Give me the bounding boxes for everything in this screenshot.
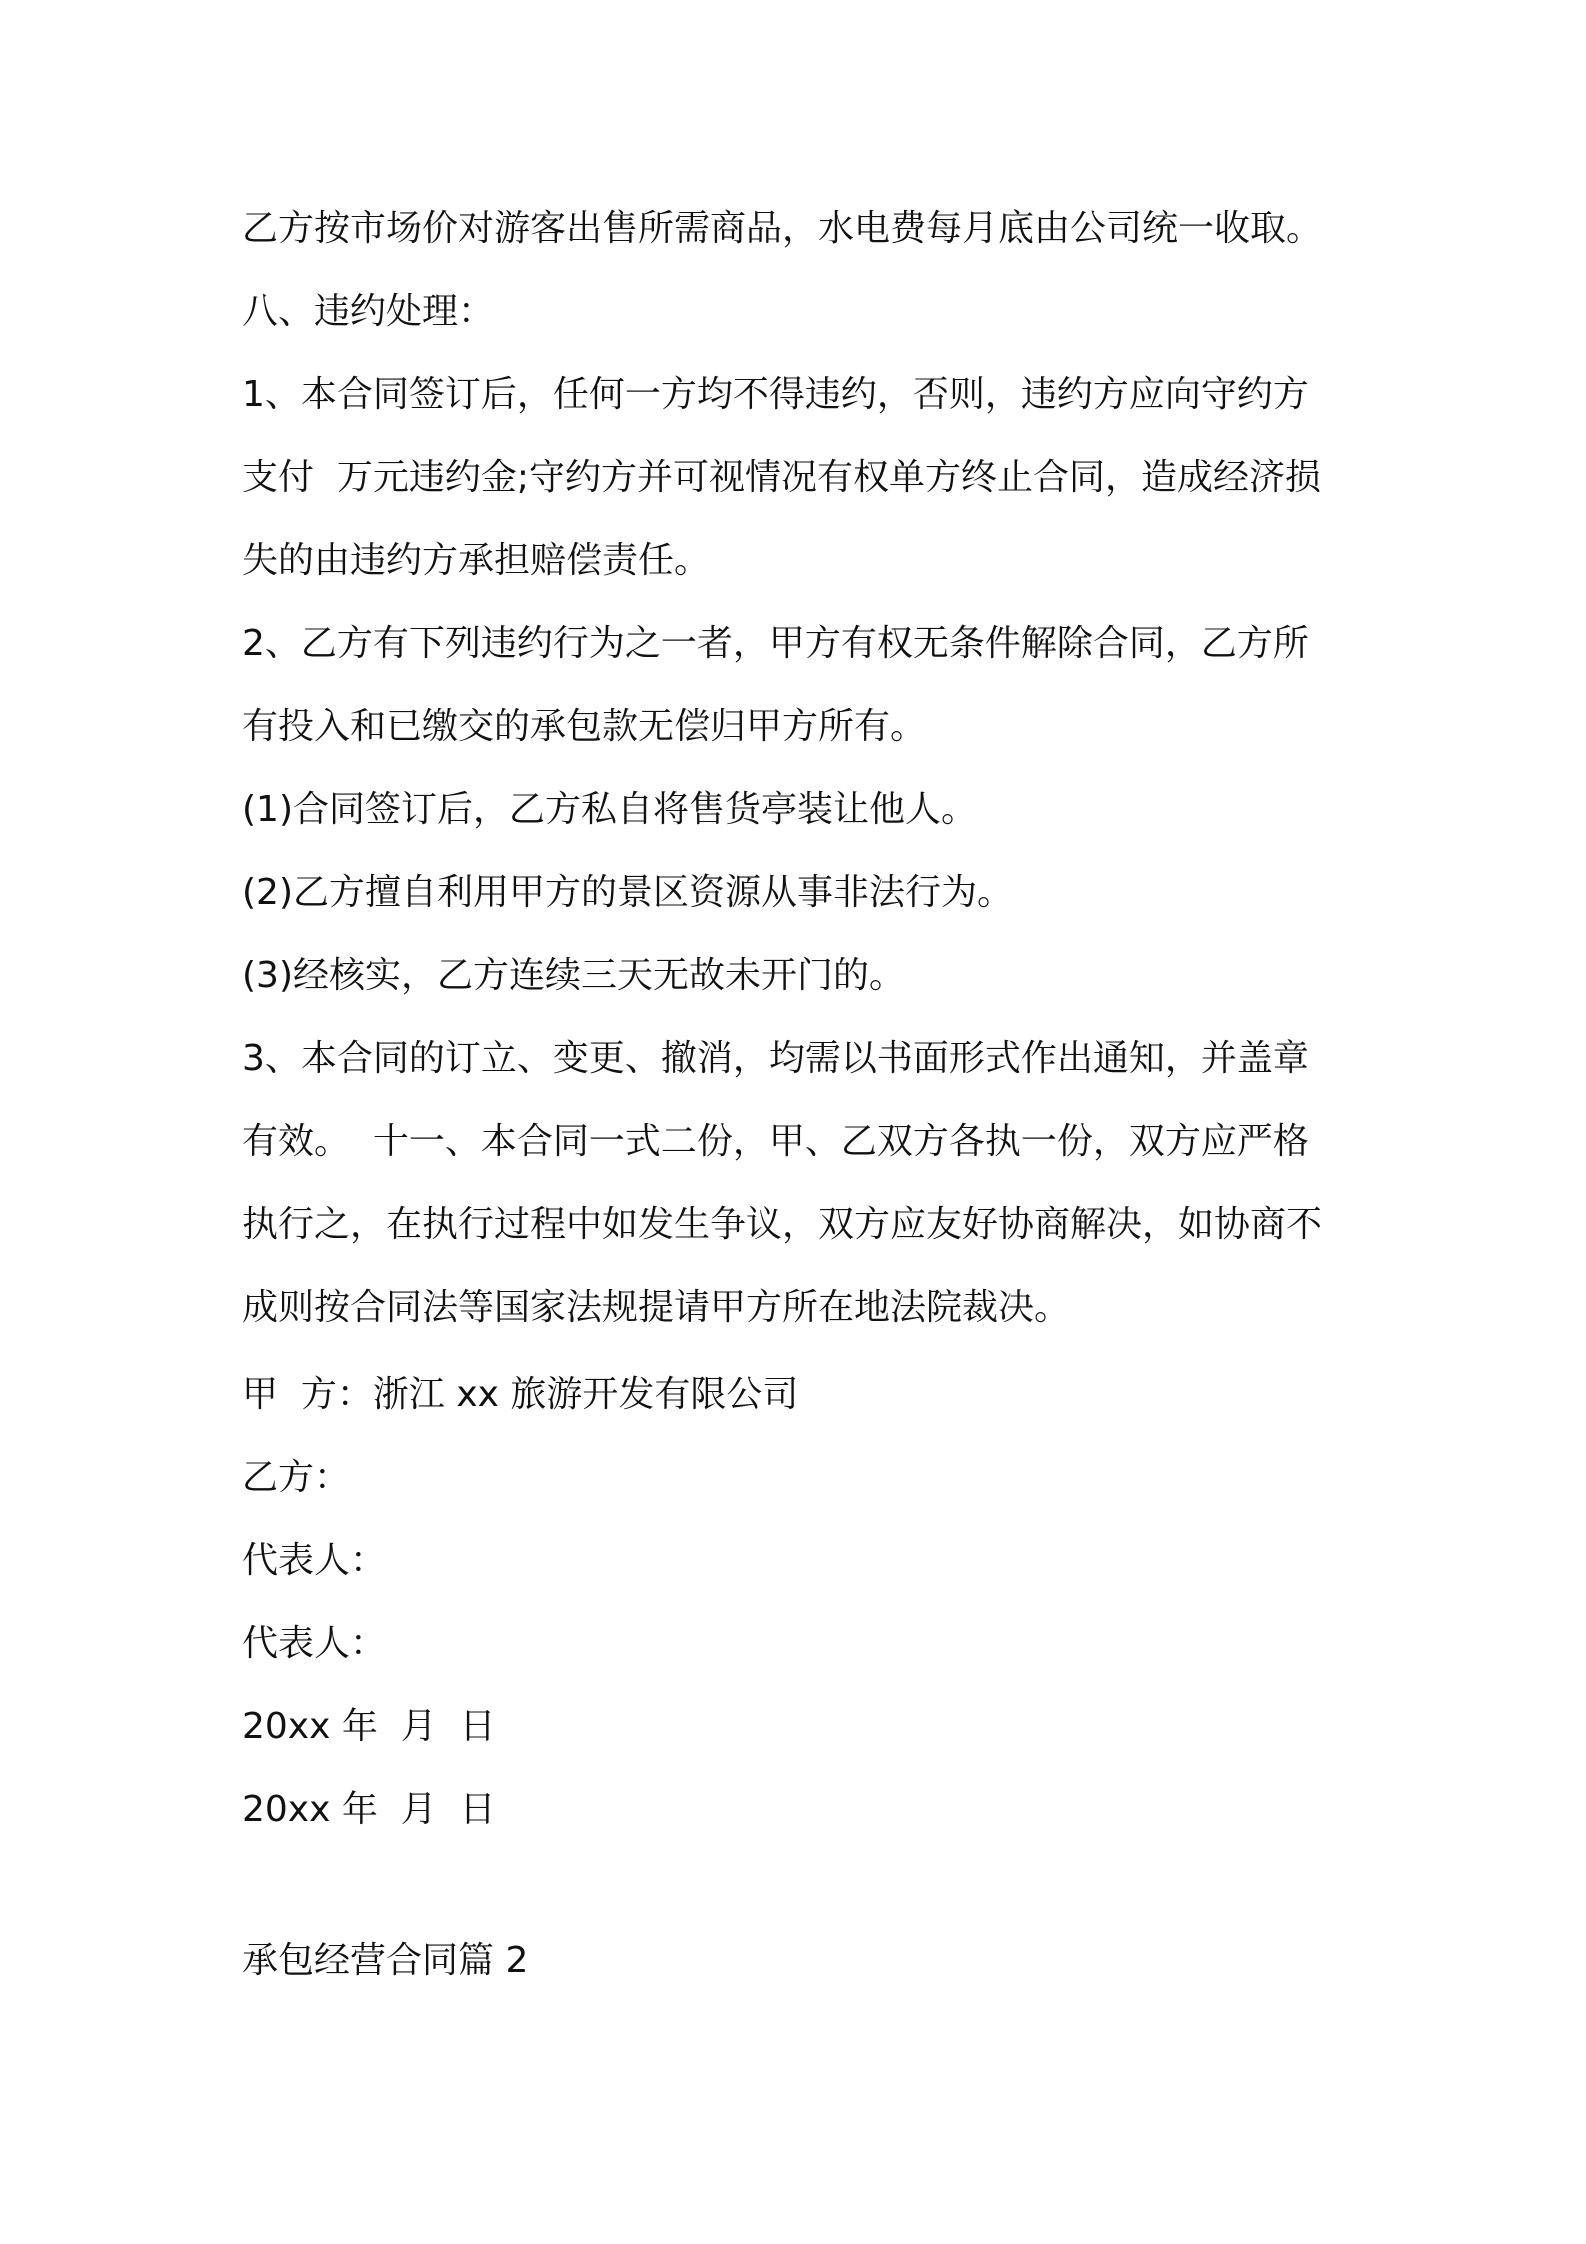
- text-line-13: 执行之，在执行过程中如发生争议，双方应友好协商解决，如协商不: [242, 1204, 1323, 1245]
- party-b-line: 乙方：: [242, 1457, 351, 1498]
- text-line-1: 乙方按市场价对游客出售所需商品，水电费每月底由公司统一收取。: [242, 208, 1323, 249]
- section-heading-breach: 八、违约处理：: [242, 291, 495, 332]
- date-line-2: 20xx 年 月 日: [242, 1789, 496, 1830]
- next-section-title: 承包经营合同篇 2: [242, 1940, 529, 1981]
- party-a-line: 甲 方：浙江 xx 旅游开发有限公司: [242, 1374, 799, 1415]
- representative-line-1: 代表人：: [242, 1540, 387, 1581]
- text-line-6: 2、乙方有下列违约行为之一者，甲方有权无条件解除合同，乙方所: [242, 623, 1309, 664]
- text-line-12: 有效。 十一、本合同一式二份，甲、乙双方各执一份，双方应严格: [242, 1121, 1309, 1162]
- text-line-10: (3)经核实，乙方连续三天无故未开门的。: [242, 955, 905, 996]
- representative-line-2: 代表人：: [242, 1623, 387, 1664]
- text-line-14: 成则按合同法等国家法规提请甲方所在地法院裁决。: [242, 1287, 1071, 1328]
- date-line-1: 20xx 年 月 日: [242, 1706, 496, 1747]
- text-line-8: (1)合同签订后，乙方私自将售货亭装让他人。: [242, 789, 977, 830]
- text-line-11: 3、本合同的订立、变更、撤消，均需以书面形式作出通知，并盖章: [242, 1038, 1309, 1079]
- text-line-5: 失的由违约方承担赔偿责任。: [242, 540, 711, 581]
- text-line-3: 1、本合同签订后，任何一方均不得违约，否则，违约方应向守约方: [242, 374, 1309, 415]
- text-line-7: 有投入和已缴交的承包款无偿归甲方所有。: [242, 706, 927, 747]
- text-line-9: (2)乙方擅自利用甲方的景区资源从事非法行为。: [242, 872, 1013, 913]
- text-line-4: 支付 万元违约金;守约方并可视情况有权单方终止合同，造成经济损: [242, 457, 1322, 498]
